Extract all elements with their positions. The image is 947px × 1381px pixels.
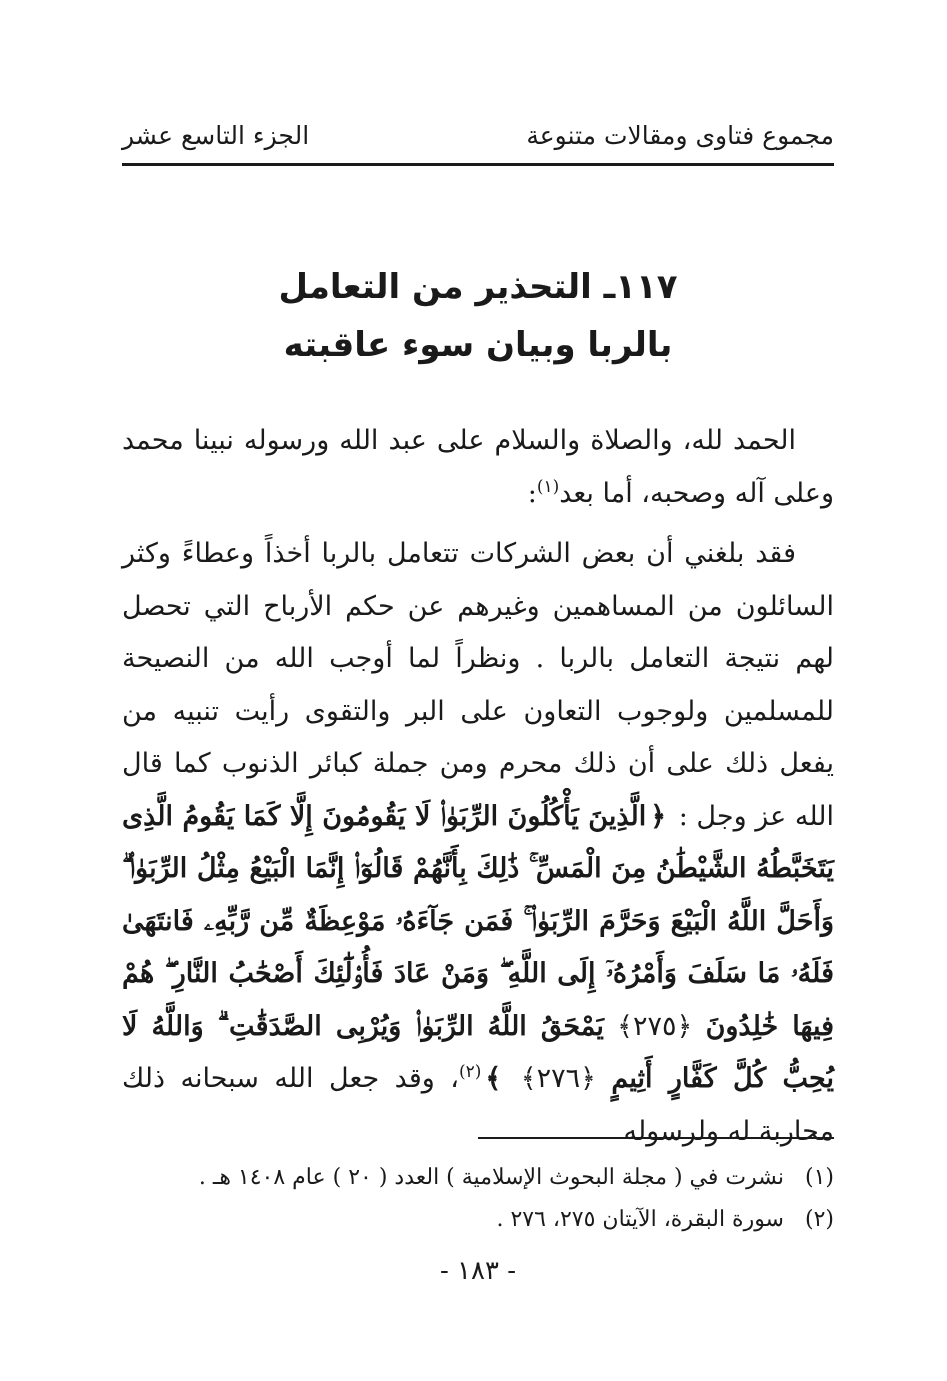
footnote-text: سورة البقرة، الآيتان ٢٧٥، ٢٧٦ . [496, 1207, 784, 1232]
footnote-divider [478, 1137, 834, 1139]
running-header [122, 112, 834, 158]
quran-bracket-close: ﴾ [485, 1063, 502, 1094]
header-volume: الجزء التاسع عشر [122, 120, 310, 150]
quran-verse-276: يَمْحَقُ اللَّهُ الرِّبَوٰا۟ وَيُرْبِى الصَّدَقَٰتِ ۗ وَاللَّهُ لَا يُحِبُّ كُلَّ كَفَّارٍ أَثِيمٍ [122, 1010, 834, 1094]
footnote-number: (١) [804, 1165, 834, 1190]
page-number: - ١٨٣ - [439, 1256, 517, 1286]
paragraph-opening-end: : [527, 477, 537, 509]
paragraph-main-text: فقد بلغني أن بعض الشركات تتعامل بالربا أخذاً وعطاءً وكثر السائلون من المساهمين وغيرهم عن حكم الأرباح التي تحصل لهم نتيجة التعامل بالربا . ونظراً لما أوجب الله من النصيحة للمسلمين ولوجوب التعاون على البر والتقوى رأيت تنبيه من يفعل ذلك على أن ذلك محرم ومن جملة كبائر الذنوب كما قال الله عز وجل : [122, 538, 834, 832]
article-body [122, 415, 834, 1158]
title-line-1: ١١٧ـ التحذير من التعامل [278, 267, 678, 307]
footnote-number: (٢) [804, 1207, 834, 1232]
header-book-title: مجموع فتاوى ومقالات متنوعة [526, 120, 834, 150]
ayah-number-275: ﴿٢٧٥﴾ [617, 1010, 693, 1042]
quran-bracket-open: ﴿ [650, 800, 667, 832]
header-divider [122, 163, 834, 166]
footnote-2 [122, 1199, 834, 1241]
paragraph-opening [122, 415, 834, 520]
article-title [122, 258, 834, 374]
footnote-ref-1: (١) [536, 476, 560, 497]
paragraph-main-continuation: ، وقد جعل الله سبحانه ذلك محاربة له ولرسوله [122, 1063, 834, 1147]
quran-verse-275: الَّذِينَ يَأْكُلُونَ الرِّبَوٰا۟ لَا يَقُومُونَ إِلَّا كَمَا يَقُومُ الَّذِى يَتَخَبَّطُهُ الشَّيْطَٰنُ مِنَ الْمَسِّ ۚ ذَٰلِكَ بِأَنَّهُمْ قَالُوٓا۟ إِنَّمَا الْبَيْعُ مِثْلُ الرِّبَوٰا۟ ۗ وَأَحَلَّ اللَّهُ الْبَيْعَ وَحَرَّمَ الرِّبَوٰا۟ ۚ فَمَن جَآءَهُۥ مَوْعِظَةٌ مِّن رَّبِّهِۦ فَانتَهَىٰ فَلَهُۥ مَا سَلَفَ وَأَمْرُهُۥٓ إِلَى اللَّهِ ۖ وَمَنْ عَادَ فَأُو۟لَٰٓئِكَ أَصْحَٰبُ النَّارِ ۖ هُمْ فِيهَا خَٰلِدُونَ [122, 800, 834, 1042]
footnotes [122, 1157, 834, 1241]
paragraph-main [122, 528, 834, 1158]
footnote-text: نشرت في ( مجلة البحوث الإسلامية ) العدد ( ٢٠ ) عام ١٤٠٨ هـ . [198, 1165, 784, 1190]
footnote-ref-2: (٢) [459, 1062, 482, 1082]
title-line-2: بالربا وبيان سوء عاقبته [283, 325, 673, 365]
ayah-number-276: ﴿٢٧٦﴾ [520, 1063, 596, 1094]
paragraph-opening-text: الحمد لله، والصلاة والسلام على عبد الله ورسوله نبينا محمد وعلى آله وصحبه، أما بعد [122, 425, 834, 509]
footnote-1 [122, 1157, 834, 1199]
